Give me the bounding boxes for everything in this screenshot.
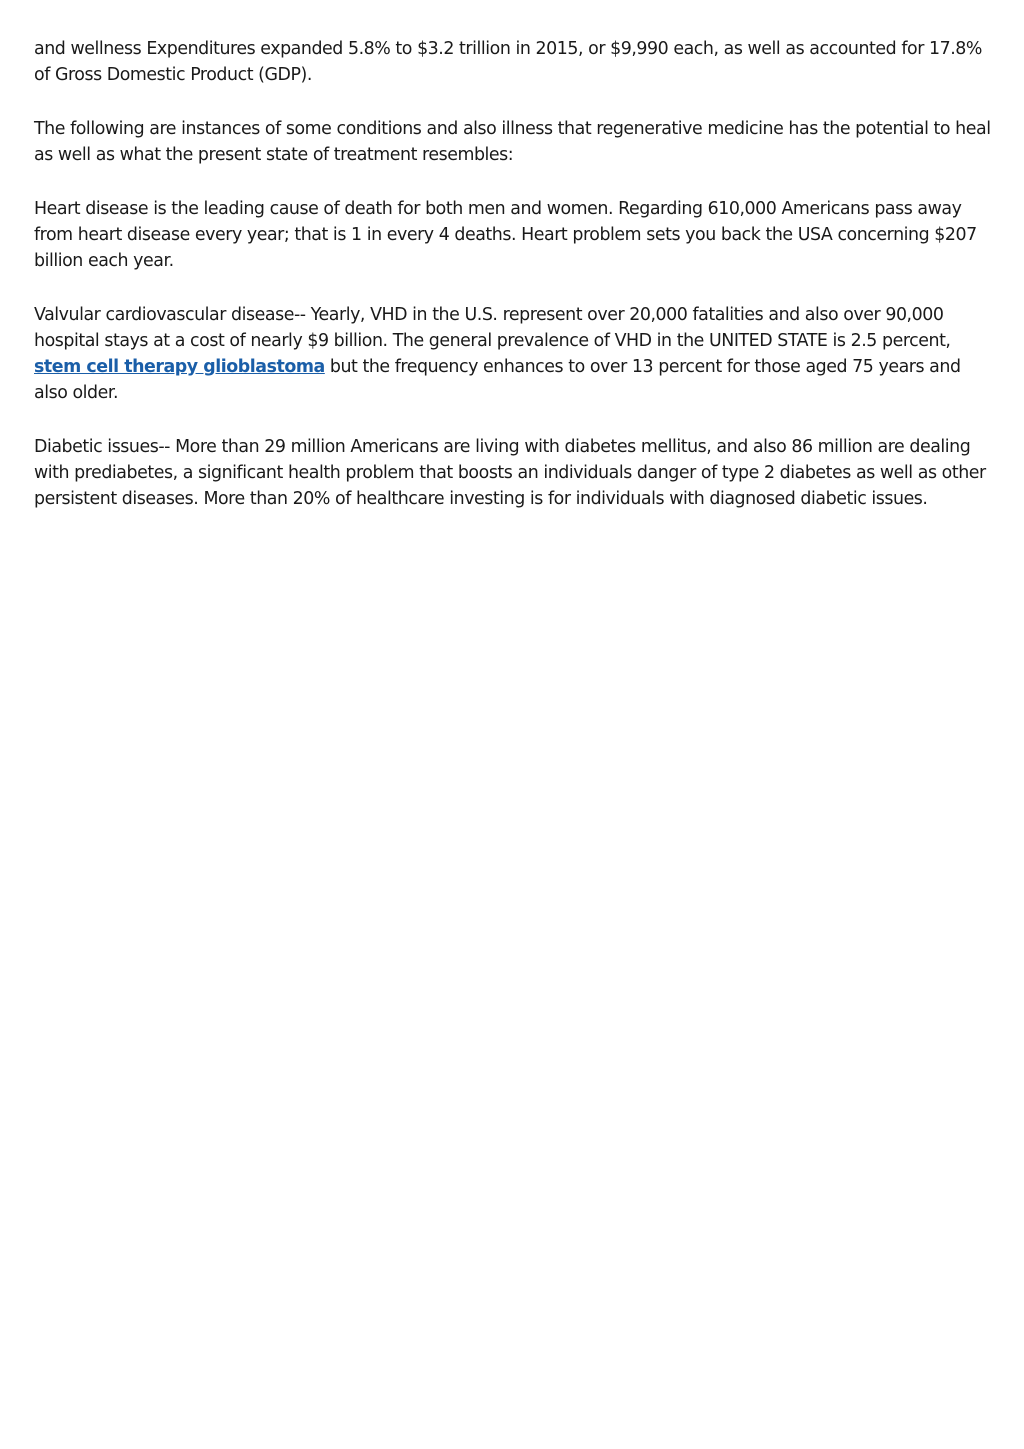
paragraph-conditions-intro: The following are instances of some conditions and also illness that regenerative medicine has the potential to heal as well as what the present state of treatment resembles: xyxy=(34,119,991,165)
valvular-text-after: but the frequency enhances to over 13 percent for those aged 75 years and also older. xyxy=(34,357,961,403)
valvular-text-before: Valvular cardiovascular disease-- Yearly, VHD in the U.S. represent over 20,000 fatalities and also over 90,000 hospital stays at a cost of nearly $9 billion. The general prevalence of VHD in the UNITED STATE is 2.5 percent, xyxy=(34,305,951,351)
paragraph-health-expenditures: and wellness Expenditures expanded 5.8% to $3.2 trillion in 2015, or $9,990 each, as well as accounted for 17.8% of Gross Domestic Product (GDP). xyxy=(34,39,982,85)
stem-cell-therapy-link[interactable]: stem cell therapy glioblastoma xyxy=(34,357,325,377)
paragraph-heart-disease: Heart disease is the leading cause of death for both men and women. Regarding 610,000 Americans pass away from heart disease every year; that is 1 in every 4 deaths. Heart problem sets you back the USA concerning $207 billion each year. xyxy=(34,199,977,271)
paragraph-diabetes: Diabetic issues-- More than 29 million Americans are living with diabetes mellitus, and also 86 million are dealing with prediabetes, a significant health problem that boosts an individuals danger of type 2 diabetes as well as other persistent diseases. More than 20% of healthcare investing is for individuals with diagnosed diabetic issues. xyxy=(34,437,986,509)
paragraph-valvular-disease xyxy=(34,302,994,406)
document-page xyxy=(34,36,994,540)
